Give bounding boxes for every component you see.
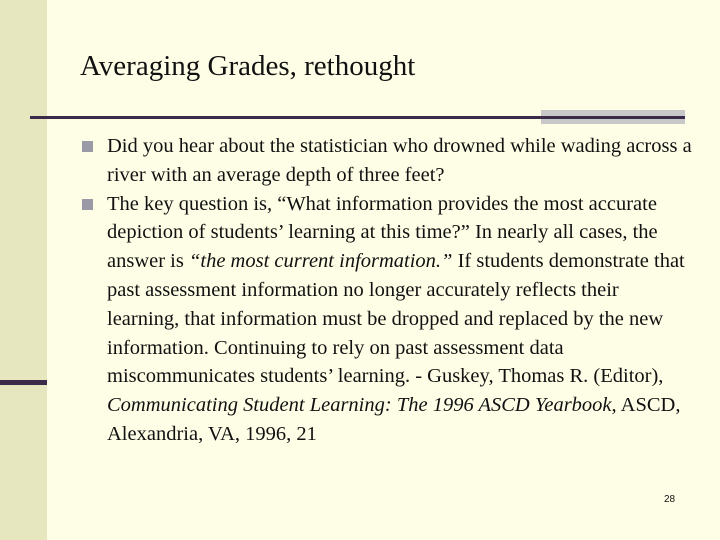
square-bullet-icon xyxy=(82,141,93,152)
bullet-item-key-question xyxy=(82,190,692,449)
bullet-text-part: The key question is, “What information provides the most accurate depiction of students’ learning at this time?” In nearly all cases, the answer is xyxy=(107,192,658,273)
slide-title: Averaging Grades, rethought xyxy=(80,50,416,82)
left-sidebar-band xyxy=(0,0,47,540)
bullet-text: Did you hear about the statistician who drowned while wading across a river with an average depth of three feet? xyxy=(107,135,692,186)
bullet-text-part: If students demonstrate that past assessment information no longer accurately reflects their learning, that information must be dropped and replaced by the new information. Continuing to rely on past assessment data miscommunicates students’ learning. - Guskey, Thomas R. (Editor), xyxy=(107,250,685,388)
bullet-list xyxy=(82,132,692,449)
page-number: 28 xyxy=(664,494,676,505)
left-accent-line xyxy=(0,380,47,385)
square-bullet-icon xyxy=(82,199,93,210)
bullet-item-statistician xyxy=(82,132,692,190)
bullet-text-emphasis: “the most current information.” xyxy=(188,250,453,273)
citation-details: , ASCD, Alexandria, VA, 1996, 21 xyxy=(107,394,681,445)
title-rule xyxy=(30,116,685,119)
citation-title: Communicating Student Learning: The 1996 ASCD Yearbook xyxy=(107,394,612,417)
